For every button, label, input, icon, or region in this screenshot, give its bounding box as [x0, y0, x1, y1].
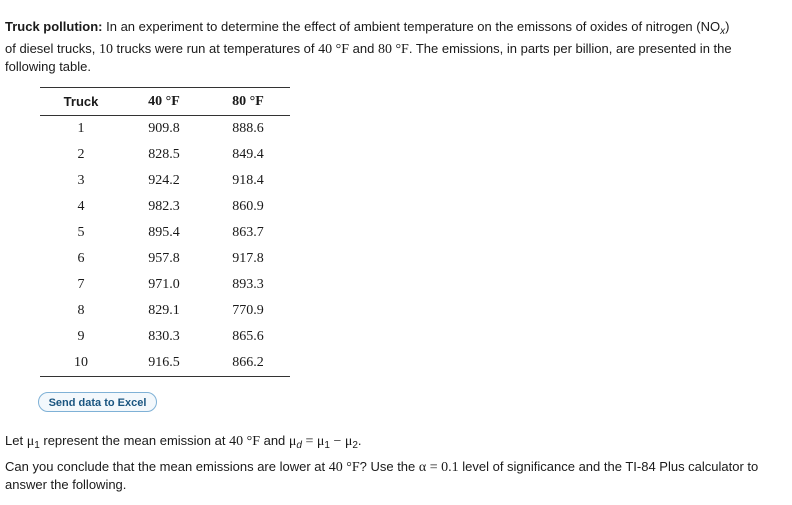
- cell-80f: 863.7: [232, 225, 264, 240]
- cell-truck: 10: [74, 355, 88, 370]
- intro-text-2a: of diesel trucks,: [5, 41, 99, 56]
- cell-truck: 9: [77, 329, 85, 344]
- table-row: [40, 116, 290, 143]
- cell-40f: 982.3: [148, 199, 180, 214]
- temp-40: 40 °F: [318, 42, 350, 57]
- cell-truck: 2: [77, 147, 85, 162]
- mu2-subscript: 2: [352, 440, 358, 451]
- cell-truck: 6: [77, 251, 85, 266]
- q1-minus-mu2: − μ: [329, 434, 353, 449]
- cell-80f: 917.8: [232, 251, 264, 266]
- table-row: [40, 298, 290, 324]
- cell-truck: 1: [77, 121, 85, 136]
- intro-paren: ): [725, 19, 730, 34]
- question-prompt: [5, 458, 787, 493]
- intro-line-2: [5, 40, 787, 58]
- problem-intro: [5, 14, 787, 75]
- cell-40f: 924.2: [148, 173, 180, 188]
- cell-truck: 5: [77, 225, 85, 240]
- num-trucks: 10: [98, 42, 113, 57]
- table-row: [40, 142, 290, 168]
- cell-80f: 888.6: [232, 121, 264, 136]
- mu1-subscript: 1: [34, 440, 40, 451]
- q1-text-b: represent the mean emission at: [39, 433, 230, 448]
- cell-80f: 893.3: [232, 277, 264, 292]
- problem-title: Truck pollution:: [5, 19, 103, 34]
- cell-40f: 830.3: [148, 329, 180, 344]
- table-row: [40, 220, 290, 246]
- emissions-table-container: [40, 87, 290, 377]
- cell-40f: 909.8: [148, 121, 180, 136]
- mud-symbol: μ: [288, 434, 297, 449]
- table-header-row: [40, 88, 290, 116]
- cell-truck: 3: [77, 173, 85, 188]
- q1-text-a: Let: [5, 433, 27, 448]
- intro-text-2b: trucks were run at temperatures of: [112, 41, 319, 56]
- temp-80: 80 °F: [377, 42, 409, 57]
- cell-80f: 860.9: [232, 199, 264, 214]
- q1-period: .: [357, 433, 362, 448]
- table-row: [40, 246, 290, 272]
- q2-temp: 40 °F: [328, 460, 360, 475]
- intro-text: In an experiment to determine the effect of ambient temperature on the emissons of oxides of nitrogen (NO: [102, 19, 721, 34]
- cell-40f: 828.5: [148, 147, 180, 162]
- cell-truck: 8: [77, 303, 85, 318]
- table-row: [40, 350, 290, 377]
- mu1b-subscript: 1: [324, 440, 330, 451]
- cell-80f: 770.9: [232, 303, 264, 318]
- cell-80f: 866.2: [232, 355, 264, 370]
- subscript-x: x: [720, 26, 726, 37]
- cell-40f: 971.0: [148, 277, 180, 292]
- table-row: [40, 272, 290, 298]
- header-truck: Truck: [63, 94, 99, 109]
- q1-text-c: and: [259, 433, 289, 448]
- header-40f: 40 °F: [148, 93, 180, 109]
- cell-40f: 895.4: [148, 225, 180, 240]
- cell-80f: 865.6: [232, 329, 264, 344]
- table-row: [40, 194, 290, 220]
- q2-text-a: Can you conclude that the mean emissions are lower at: [5, 459, 329, 474]
- q1-temp: 40 °F: [229, 434, 260, 449]
- alpha-value: α = 0.1: [418, 460, 459, 475]
- table-row: [40, 324, 290, 350]
- intro-text-2d: . The emissions, in parts per billion, are presented in the: [408, 41, 732, 56]
- cell-truck: 4: [77, 199, 85, 214]
- q1-equals-mu1: = μ: [301, 434, 325, 449]
- intro-line-3: following table.: [5, 59, 91, 74]
- emissions-table: [40, 87, 290, 377]
- send-data-to-excel-button[interactable]: Send data to Excel: [38, 392, 157, 412]
- intro-text-2c: and: [349, 41, 378, 56]
- cell-80f: 918.4: [232, 173, 264, 188]
- q2-text-c: level of significance and the TI-84 Plus calculator to answer the following.: [5, 459, 759, 492]
- cell-truck: 7: [77, 277, 85, 292]
- mu1-symbol: μ: [26, 434, 35, 449]
- question-definition: [5, 432, 362, 450]
- cell-40f: 829.1: [148, 303, 180, 318]
- intro-line-1: [5, 14, 787, 40]
- cell-80f: 849.4: [232, 147, 264, 162]
- cell-40f: 957.8: [148, 251, 180, 266]
- cell-40f: 916.5: [148, 355, 180, 370]
- q2-text-b: ? Use the: [359, 459, 419, 474]
- mud-subscript: d: [296, 440, 302, 451]
- header-80f: 80 °F: [232, 93, 264, 109]
- table-row: [40, 168, 290, 194]
